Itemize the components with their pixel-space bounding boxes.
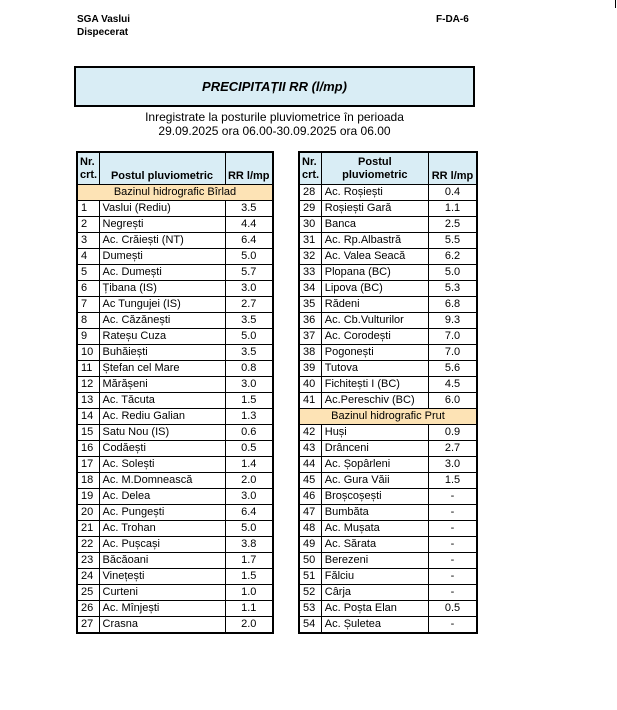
rainfall-value: 0.5	[225, 441, 273, 457]
rainfall-value: 1.5	[225, 569, 273, 585]
table-row	[77, 585, 273, 601]
table-row	[77, 345, 273, 361]
station-name: Huși	[321, 425, 428, 441]
station-number: 20	[77, 505, 99, 521]
station-name: Ac. Șopârleni	[321, 457, 428, 473]
station-number: 33	[299, 265, 321, 281]
rainfall-value: 1.0	[225, 585, 273, 601]
station-number: 16	[77, 441, 99, 457]
rainfall-value: 3.5	[225, 345, 273, 361]
table-row	[299, 313, 477, 329]
rainfall-value: 6.4	[225, 505, 273, 521]
rainfall-value: 1.1	[225, 601, 273, 617]
table-row	[77, 249, 273, 265]
rainfall-value: 4.5	[428, 377, 477, 393]
rainfall-value: 3.5	[225, 201, 273, 217]
rr-header-label: RR l/mp	[431, 170, 474, 182]
basin-header-row	[299, 409, 477, 425]
station-number: 12	[77, 377, 99, 393]
station-number: 38	[299, 345, 321, 361]
rainfall-value: 7.0	[428, 345, 477, 361]
station-name: Crasna	[99, 617, 225, 634]
station-number: 23	[77, 553, 99, 569]
rainfall-value: 6.2	[428, 249, 477, 265]
table-row	[299, 329, 477, 345]
station-name: Ac. Corodești	[321, 329, 428, 345]
station-name: Ac. M.Domnească	[99, 473, 225, 489]
station-name: Roșiești Gară	[321, 201, 428, 217]
table-row	[77, 361, 273, 377]
station-name: Ac. Roșiești	[321, 185, 428, 201]
rainfall-value: -	[428, 569, 477, 585]
station-name: Ac. Dumești	[99, 265, 225, 281]
table-row	[299, 569, 477, 585]
station-name: Mărășeni	[99, 377, 225, 393]
station-name: Negrești	[99, 217, 225, 233]
table-row	[77, 505, 273, 521]
station-number: 24	[77, 569, 99, 585]
table-row	[77, 313, 273, 329]
table-row	[77, 601, 273, 617]
table-row	[77, 553, 273, 569]
station-name: Drânceni	[321, 441, 428, 457]
station-number: 5	[77, 265, 99, 281]
column-header-rr	[428, 152, 477, 185]
org-department: Dispecerat	[77, 27, 129, 38]
table-row	[299, 265, 477, 281]
station-name: Ac. Trohan	[99, 521, 225, 537]
station-name: Ac. Delea	[99, 489, 225, 505]
table-row	[299, 553, 477, 569]
table-row	[299, 521, 477, 537]
table-row	[299, 393, 477, 409]
post-header-line2: pluviometric	[342, 168, 408, 181]
station-number: 10	[77, 345, 99, 361]
rainfall-value: -	[428, 617, 477, 634]
table-row	[299, 585, 477, 601]
station-name: Ac. Gura Văii	[321, 473, 428, 489]
rainfall-value: 5.0	[428, 265, 477, 281]
nr-header-line1: Nr.	[80, 155, 95, 168]
station-name: Ac. Rp.Albastră	[321, 233, 428, 249]
station-name: Fălciu	[321, 569, 428, 585]
nr-header-line2: crt.	[302, 168, 320, 181]
station-name: Băcăoani	[99, 553, 225, 569]
station-number: 21	[77, 521, 99, 537]
table-row	[77, 201, 273, 217]
station-name: Ac. Crăiești (NT)	[99, 233, 225, 249]
table-row	[77, 217, 273, 233]
station-name: Ștefan cel Mare	[99, 361, 225, 377]
rainfall-value: 5.5	[428, 233, 477, 249]
table-row	[299, 249, 477, 265]
rainfall-value: 7.0	[428, 329, 477, 345]
rainfall-value: 2.0	[225, 473, 273, 489]
rainfall-value: 2.7	[428, 441, 477, 457]
org-name: SGA Vaslui	[77, 14, 130, 25]
rainfall-value: 2.7	[225, 297, 273, 313]
station-name: Ac. Solești	[99, 457, 225, 473]
table-row	[77, 281, 273, 297]
post-header-label: Postul pluviometric	[110, 170, 214, 182]
rainfall-value: 0.5	[428, 601, 477, 617]
station-number: 11	[77, 361, 99, 377]
station-name: Banca	[321, 217, 428, 233]
rainfall-value: 5.3	[428, 281, 477, 297]
station-number: 54	[299, 617, 321, 634]
rainfall-value: 6.0	[428, 393, 477, 409]
station-number: 15	[77, 425, 99, 441]
table-row	[299, 233, 477, 249]
station-name: Dumești	[99, 249, 225, 265]
station-number: 31	[299, 233, 321, 249]
table-row	[77, 233, 273, 249]
table-row	[77, 617, 273, 634]
station-number: 48	[299, 521, 321, 537]
table-row	[77, 377, 273, 393]
rainfall-value: 1.5	[428, 473, 477, 489]
precipitation-table-right	[298, 151, 478, 634]
table-row	[77, 265, 273, 281]
rainfall-value: 5.0	[225, 249, 273, 265]
rr-header-label: RR l/mp	[227, 170, 270, 182]
station-name: Fichitești I (BC)	[321, 377, 428, 393]
station-number: 53	[299, 601, 321, 617]
station-name: Ac Tungujei (IS)	[99, 297, 225, 313]
table-row	[299, 281, 477, 297]
station-name: Ac. Pungești	[99, 505, 225, 521]
station-number: 22	[77, 537, 99, 553]
rainfall-value: 9.3	[428, 313, 477, 329]
station-name: Broșcoșești	[321, 489, 428, 505]
basin-birlad-label: Bazinul hidrografic Bîrlad	[77, 185, 273, 201]
table-row	[299, 217, 477, 233]
station-name: Cârja	[321, 585, 428, 601]
table-row	[77, 393, 273, 409]
station-number: 3	[77, 233, 99, 249]
rainfall-value: 5.7	[225, 265, 273, 281]
rainfall-value: 1.1	[428, 201, 477, 217]
rainfall-value: 1.7	[225, 553, 273, 569]
station-name: Curteni	[99, 585, 225, 601]
report-subtitle-line1: Inregistrate la posturile pluviometrice în perioada	[145, 110, 404, 124]
station-number: 17	[77, 457, 99, 473]
station-name: Pogonești	[321, 345, 428, 361]
table-row	[299, 441, 477, 457]
station-number: 39	[299, 361, 321, 377]
station-name: Lipova (BC)	[321, 281, 428, 297]
station-number: 19	[77, 489, 99, 505]
column-header-nr	[299, 152, 321, 185]
post-header-line1: Postul	[358, 155, 392, 168]
station-name: Țibana (IS)	[99, 281, 225, 297]
station-number: 36	[299, 313, 321, 329]
station-number: 6	[77, 281, 99, 297]
rainfall-value: 1.4	[225, 457, 273, 473]
report-title	[74, 66, 475, 107]
station-number: 34	[299, 281, 321, 297]
rainfall-value: 5.0	[225, 329, 273, 345]
table-row	[299, 377, 477, 393]
station-number: 26	[77, 601, 99, 617]
station-number: 27	[77, 617, 99, 634]
column-header-post	[99, 152, 225, 185]
station-number: 51	[299, 569, 321, 585]
rainfall-value: 4.4	[225, 217, 273, 233]
rainfall-value: 0.6	[225, 425, 273, 441]
rainfall-value: 3.0	[225, 489, 273, 505]
station-name: Bumbăta	[321, 505, 428, 521]
report-title-text: PRECIPITAȚII RR (l/mp)	[202, 79, 347, 94]
station-number: 47	[299, 505, 321, 521]
station-name: Plopana (BC)	[321, 265, 428, 281]
station-name: Ac. Căzănești	[99, 313, 225, 329]
table-row	[299, 345, 477, 361]
station-number: 18	[77, 473, 99, 489]
column-header-nr	[77, 152, 99, 185]
station-name: Ac.Pereschiv (BC)	[321, 393, 428, 409]
rainfall-value: 3.0	[428, 457, 477, 473]
rainfall-value: 3.5	[225, 313, 273, 329]
organization-header	[77, 13, 130, 39]
rainfall-value: 2.5	[428, 217, 477, 233]
station-number: 25	[77, 585, 99, 601]
station-number: 43	[299, 441, 321, 457]
station-number: 44	[299, 457, 321, 473]
station-name: Buhăiești	[99, 345, 225, 361]
station-name: Ac. Poșta Elan	[321, 601, 428, 617]
table-row	[77, 441, 273, 457]
station-name: Ac. Cb.Vulturilor	[321, 313, 428, 329]
station-number: 14	[77, 409, 99, 425]
station-number: 42	[299, 425, 321, 441]
station-name: Ac. Valea Seacă	[321, 249, 428, 265]
rainfall-value: -	[428, 505, 477, 521]
station-name: Ac. Sărata	[321, 537, 428, 553]
station-name: Rădeni	[321, 297, 428, 313]
station-number: 4	[77, 249, 99, 265]
table-header-row	[77, 152, 273, 185]
rainfall-value: -	[428, 553, 477, 569]
rainfall-value: 0.4	[428, 185, 477, 201]
table-row	[77, 409, 273, 425]
table-row	[299, 457, 477, 473]
table-row	[299, 489, 477, 505]
station-name: Ac. Mînjești	[99, 601, 225, 617]
table-row	[299, 201, 477, 217]
table-row	[299, 425, 477, 441]
basin-header-row	[77, 185, 273, 201]
station-name: Ac. Pușcași	[99, 537, 225, 553]
station-number: 40	[299, 377, 321, 393]
station-number: 1	[77, 201, 99, 217]
page-edge-line	[615, 0, 616, 8]
rainfall-value: -	[428, 489, 477, 505]
precipitation-table-left	[76, 151, 274, 634]
station-number: 46	[299, 489, 321, 505]
table-row	[299, 361, 477, 377]
table-row	[299, 185, 477, 201]
rainfall-value: 6.4	[225, 233, 273, 249]
report-period: 29.09.2025 ora 06.00-30.09.2025 ora 06.00	[158, 124, 391, 138]
table-row	[77, 521, 273, 537]
rainfall-value: 0.9	[428, 425, 477, 441]
table-row	[299, 537, 477, 553]
station-number: 30	[299, 217, 321, 233]
table-header-row	[299, 152, 477, 185]
station-number: 45	[299, 473, 321, 489]
rainfall-value: 0.8	[225, 361, 273, 377]
rainfall-value: 3.0	[225, 281, 273, 297]
rainfall-value: 2.0	[225, 617, 273, 634]
station-number: 52	[299, 585, 321, 601]
rainfall-value: 3.0	[225, 377, 273, 393]
station-number: 13	[77, 393, 99, 409]
nr-header-line2: crt.	[80, 168, 98, 181]
rainfall-value: -	[428, 521, 477, 537]
table-row	[299, 505, 477, 521]
station-name: Vaslui (Rediu)	[99, 201, 225, 217]
station-number: 28	[299, 185, 321, 201]
station-number: 8	[77, 313, 99, 329]
station-number: 35	[299, 297, 321, 313]
rainfall-value: 5.6	[428, 361, 477, 377]
table-row	[77, 425, 273, 441]
rainfall-value: -	[428, 585, 477, 601]
table-row	[77, 569, 273, 585]
table-row	[77, 489, 273, 505]
station-number: 37	[299, 329, 321, 345]
station-number: 32	[299, 249, 321, 265]
table-row	[299, 601, 477, 617]
table-row	[77, 297, 273, 313]
station-number: 49	[299, 537, 321, 553]
station-name: Berezeni	[321, 553, 428, 569]
station-name: Rateșu Cuza	[99, 329, 225, 345]
rainfall-value: 3.8	[225, 537, 273, 553]
station-name: Ac. Mușata	[321, 521, 428, 537]
station-number: 7	[77, 297, 99, 313]
table-row	[77, 473, 273, 489]
station-number: 50	[299, 553, 321, 569]
table-row	[77, 537, 273, 553]
column-header-post	[321, 152, 428, 185]
station-number: 41	[299, 393, 321, 409]
table-row	[299, 617, 477, 634]
rainfall-value: 5.0	[225, 521, 273, 537]
nr-header-line1: Nr.	[302, 155, 317, 168]
station-number: 29	[299, 201, 321, 217]
station-name: Ac. Tăcuta	[99, 393, 225, 409]
station-name: Tutova	[321, 361, 428, 377]
table-row	[299, 473, 477, 489]
station-name: Vinețești	[99, 569, 225, 585]
station-name: Ac. Rediu Galian	[99, 409, 225, 425]
rainfall-value: 1.3	[225, 409, 273, 425]
rainfall-value: 1.5	[225, 393, 273, 409]
table-row	[77, 329, 273, 345]
station-name: Codăești	[99, 441, 225, 457]
station-name: Satu Nou (IS)	[99, 425, 225, 441]
station-number: 2	[77, 217, 99, 233]
station-number: 9	[77, 329, 99, 345]
basin-prut-label: Bazinul hidrografic Prut	[299, 409, 477, 425]
column-header-rr	[225, 152, 273, 185]
station-name: Ac. Șuletea	[321, 617, 428, 634]
table-row	[299, 297, 477, 313]
rainfall-value: 6.8	[428, 297, 477, 313]
document-code: F-DA-6	[436, 14, 469, 25]
rainfall-value: -	[428, 537, 477, 553]
table-row	[77, 457, 273, 473]
